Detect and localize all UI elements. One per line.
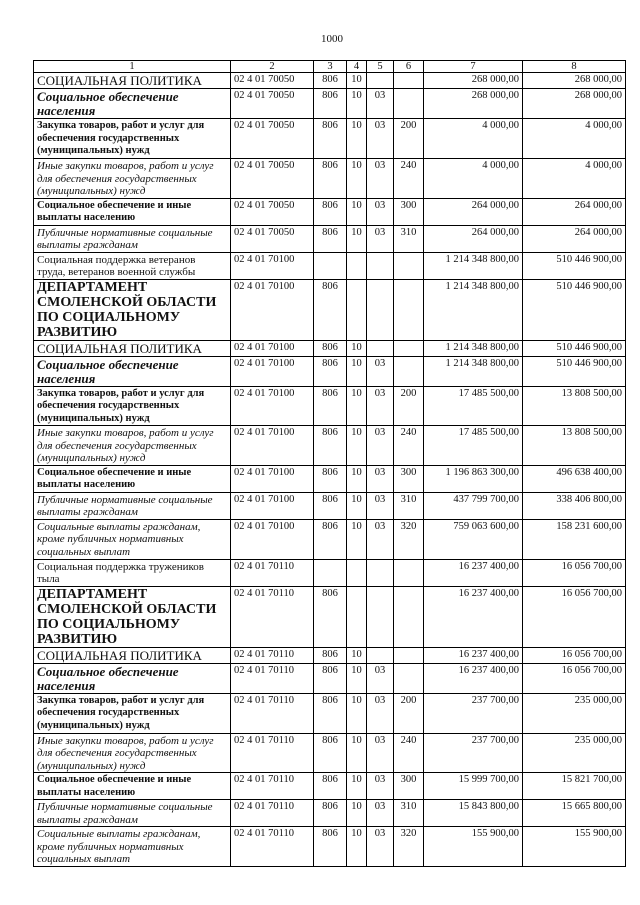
cell-target-code: 02 4 01 70050	[231, 119, 314, 159]
cell-amount-col7: 16 237 400,00	[424, 559, 523, 586]
cell-target-code: 02 4 01 70050	[231, 159, 314, 199]
cell-name: Социальная поддержка тружеников тыла	[34, 559, 231, 586]
cell-subsection	[367, 340, 394, 356]
header-col-7: 7	[424, 61, 523, 73]
cell-name: Иные закупки товаров, работ и услуг для обеспечения государственных (муниципальных) нужд	[34, 426, 231, 466]
cell-section: 10	[347, 119, 367, 159]
header-col-1: 1	[34, 61, 231, 73]
cell-name: ДЕПАРТАМЕНТ СМОЛЕНСКОЙ ОБЛАСТИ ПО СОЦИАЛЬНОМУ РАЗВИТИЮ	[34, 586, 231, 647]
cell-target-code: 02 4 01 70050	[231, 198, 314, 225]
cell-subsection: 03	[367, 733, 394, 773]
cell-section	[347, 279, 367, 340]
cell-admin-code: 806	[314, 519, 347, 559]
cell-name: Социальная поддержка ветеранов труда, ветеранов военной службы	[34, 252, 231, 279]
cell-target-code: 02 4 01 70100	[231, 465, 314, 492]
cell-amount-col8: 16 056 700,00	[523, 663, 626, 693]
cell-amount-col8: 510 446 900,00	[523, 279, 626, 340]
cell-expense-type: 320	[394, 827, 424, 867]
cell-amount-col7: 4 000,00	[424, 159, 523, 199]
cell-expense-type: 310	[394, 225, 424, 252]
cell-section: 10	[347, 356, 367, 386]
cell-amount-col7: 268 000,00	[424, 73, 523, 89]
cell-amount-col8: 158 231 600,00	[523, 519, 626, 559]
cell-section: 10	[347, 159, 367, 199]
table-row	[34, 356, 626, 386]
cell-amount-col7: 17 485 500,00	[424, 426, 523, 466]
cell-amount-col7: 264 000,00	[424, 225, 523, 252]
cell-amount-col8: 4 000,00	[523, 159, 626, 199]
cell-section: 10	[347, 773, 367, 800]
cell-amount-col8: 155 900,00	[523, 827, 626, 867]
cell-amount-col8: 496 638 400,00	[523, 465, 626, 492]
cell-subsection: 03	[367, 663, 394, 693]
cell-name: Публичные нормативные социальные выплаты гражданам	[34, 225, 231, 252]
cell-amount-col7: 237 700,00	[424, 733, 523, 773]
cell-amount-col7: 1 214 348 800,00	[424, 252, 523, 279]
cell-amount-col7: 237 700,00	[424, 693, 523, 733]
cell-subsection: 03	[367, 356, 394, 386]
cell-expense-type: 310	[394, 492, 424, 519]
cell-subsection: 03	[367, 159, 394, 199]
cell-admin-code: 806	[314, 800, 347, 827]
cell-name: Иные закупки товаров, работ и услуг для обеспечения государственных (муниципальных) нужд	[34, 733, 231, 773]
cell-name: Закупка товаров, работ и услуг для обеспечения государственных (муниципальных) нужд	[34, 693, 231, 733]
cell-admin-code: 806	[314, 198, 347, 225]
cell-name: ДЕПАРТАМЕНТ СМОЛЕНСКОЙ ОБЛАСТИ ПО СОЦИАЛЬНОМУ РАЗВИТИЮ	[34, 279, 231, 340]
cell-name: СОЦИАЛЬНАЯ ПОЛИТИКА	[34, 647, 231, 663]
cell-subsection: 03	[367, 426, 394, 466]
cell-amount-col8: 13 808 500,00	[523, 426, 626, 466]
cell-name: Социальное обеспечение и иные выплаты населению	[34, 198, 231, 225]
table-row	[34, 340, 626, 356]
cell-section: 10	[347, 492, 367, 519]
cell-subsection: 03	[367, 693, 394, 733]
cell-expense-type	[394, 559, 424, 586]
table-row	[34, 198, 626, 225]
cell-amount-col8: 510 446 900,00	[523, 252, 626, 279]
cell-section: 10	[347, 198, 367, 225]
cell-admin-code: 806	[314, 89, 347, 119]
cell-name: Публичные нормативные социальные выплаты гражданам	[34, 492, 231, 519]
table-row	[34, 465, 626, 492]
header-col-6: 6	[394, 61, 424, 73]
table-row	[34, 663, 626, 693]
cell-name: Социальное обеспечение населения	[34, 89, 231, 119]
table-row	[34, 252, 626, 279]
cell-expense-type	[394, 89, 424, 119]
cell-name: Социальное обеспечение населения	[34, 356, 231, 386]
cell-admin-code: 806	[314, 426, 347, 466]
cell-amount-col7: 16 237 400,00	[424, 586, 523, 647]
table-row	[34, 559, 626, 586]
cell-name: Социальные выплаты гражданам, кроме публичных нормативных социальных выплат	[34, 827, 231, 867]
cell-admin-code: 806	[314, 663, 347, 693]
cell-amount-col7: 268 000,00	[424, 89, 523, 119]
cell-target-code: 02 4 01 70100	[231, 492, 314, 519]
cell-subsection: 03	[367, 827, 394, 867]
cell-section: 10	[347, 663, 367, 693]
table-row	[34, 647, 626, 663]
cell-section: 10	[347, 89, 367, 119]
cell-admin-code: 806	[314, 465, 347, 492]
cell-expense-type: 300	[394, 773, 424, 800]
cell-amount-col8: 16 056 700,00	[523, 559, 626, 586]
cell-subsection	[367, 252, 394, 279]
cell-target-code: 02 4 01 70100	[231, 426, 314, 466]
cell-subsection: 03	[367, 800, 394, 827]
cell-amount-col7: 16 237 400,00	[424, 647, 523, 663]
table-row	[34, 386, 626, 426]
cell-amount-col8: 338 406 800,00	[523, 492, 626, 519]
table-row	[34, 492, 626, 519]
cell-admin-code: 806	[314, 279, 347, 340]
cell-target-code: 02 4 01 70050	[231, 73, 314, 89]
cell-target-code: 02 4 01 70100	[231, 340, 314, 356]
table-row	[34, 73, 626, 89]
cell-amount-col8: 16 056 700,00	[523, 647, 626, 663]
cell-target-code: 02 4 01 70110	[231, 693, 314, 733]
cell-amount-col8: 264 000,00	[523, 225, 626, 252]
cell-subsection	[367, 73, 394, 89]
cell-section: 10	[347, 386, 367, 426]
cell-section: 10	[347, 73, 367, 89]
cell-target-code: 02 4 01 70100	[231, 386, 314, 426]
cell-amount-col8: 235 000,00	[523, 733, 626, 773]
cell-target-code: 02 4 01 70100	[231, 252, 314, 279]
table-row	[34, 519, 626, 559]
table-row	[34, 586, 626, 647]
cell-subsection	[367, 559, 394, 586]
cell-section: 10	[347, 647, 367, 663]
cell-subsection	[367, 279, 394, 340]
cell-section: 10	[347, 519, 367, 559]
cell-expense-type: 200	[394, 119, 424, 159]
cell-subsection: 03	[367, 519, 394, 559]
cell-expense-type: 240	[394, 426, 424, 466]
cell-amount-col7: 1 196 863 300,00	[424, 465, 523, 492]
cell-expense-type: 310	[394, 800, 424, 827]
table-row	[34, 733, 626, 773]
table-row	[34, 426, 626, 466]
cell-amount-col7: 264 000,00	[424, 198, 523, 225]
cell-amount-col8: 4 000,00	[523, 119, 626, 159]
cell-section	[347, 252, 367, 279]
cell-admin-code: 806	[314, 119, 347, 159]
cell-expense-type: 300	[394, 198, 424, 225]
cell-amount-col8: 235 000,00	[523, 693, 626, 733]
cell-target-code: 02 4 01 70110	[231, 733, 314, 773]
cell-section: 10	[347, 733, 367, 773]
cell-target-code: 02 4 01 70100	[231, 519, 314, 559]
table-row	[34, 827, 626, 867]
cell-amount-col8: 264 000,00	[523, 198, 626, 225]
cell-expense-type	[394, 356, 424, 386]
cell-amount-col7: 1 214 348 800,00	[424, 279, 523, 340]
cell-amount-col7: 1 214 348 800,00	[424, 340, 523, 356]
budget-table	[33, 60, 626, 867]
cell-target-code: 02 4 01 70110	[231, 559, 314, 586]
cell-subsection: 03	[367, 198, 394, 225]
cell-admin-code: 806	[314, 340, 347, 356]
cell-target-code: 02 4 01 70110	[231, 773, 314, 800]
cell-name: СОЦИАЛЬНАЯ ПОЛИТИКА	[34, 340, 231, 356]
cell-expense-type: 320	[394, 519, 424, 559]
header-col-5: 5	[367, 61, 394, 73]
cell-admin-code: 806	[314, 386, 347, 426]
cell-section: 10	[347, 800, 367, 827]
cell-amount-col8: 16 056 700,00	[523, 586, 626, 647]
cell-expense-type	[394, 73, 424, 89]
cell-subsection: 03	[367, 225, 394, 252]
cell-expense-type: 200	[394, 693, 424, 733]
cell-admin-code: 806	[314, 73, 347, 89]
cell-target-code: 02 4 01 70110	[231, 800, 314, 827]
cell-name: СОЦИАЛЬНАЯ ПОЛИТИКА	[34, 73, 231, 89]
cell-name: Иные закупки товаров, работ и услуг для обеспечения государственных (муниципальных) нужд	[34, 159, 231, 199]
cell-subsection: 03	[367, 773, 394, 800]
cell-section: 10	[347, 225, 367, 252]
cell-expense-type	[394, 279, 424, 340]
cell-section: 10	[347, 827, 367, 867]
cell-target-code: 02 4 01 70050	[231, 89, 314, 119]
cell-amount-col8: 510 446 900,00	[523, 356, 626, 386]
cell-admin-code: 806	[314, 827, 347, 867]
cell-target-code: 02 4 01 70100	[231, 279, 314, 340]
cell-amount-col7: 15 843 800,00	[424, 800, 523, 827]
table-row	[34, 89, 626, 119]
table-row	[34, 225, 626, 252]
cell-section: 10	[347, 693, 367, 733]
cell-expense-type	[394, 663, 424, 693]
cell-amount-col8: 268 000,00	[523, 89, 626, 119]
cell-subsection: 03	[367, 386, 394, 426]
cell-admin-code	[314, 252, 347, 279]
cell-subsection: 03	[367, 119, 394, 159]
cell-amount-col7: 759 063 600,00	[424, 519, 523, 559]
cell-target-code: 02 4 01 70110	[231, 586, 314, 647]
cell-admin-code: 806	[314, 733, 347, 773]
cell-section: 10	[347, 465, 367, 492]
cell-expense-type: 240	[394, 733, 424, 773]
table-row	[34, 119, 626, 159]
cell-admin-code: 806	[314, 159, 347, 199]
header-col-2: 2	[231, 61, 314, 73]
cell-admin-code	[314, 559, 347, 586]
cell-subsection: 03	[367, 492, 394, 519]
cell-amount-col7: 155 900,00	[424, 827, 523, 867]
cell-name: Социальное обеспечение населения	[34, 663, 231, 693]
cell-admin-code: 806	[314, 356, 347, 386]
header-col-3: 3	[314, 61, 347, 73]
cell-section	[347, 586, 367, 647]
header-col-8: 8	[523, 61, 626, 73]
cell-name: Публичные нормативные социальные выплаты гражданам	[34, 800, 231, 827]
cell-admin-code: 806	[314, 693, 347, 733]
cell-section: 10	[347, 340, 367, 356]
cell-admin-code: 806	[314, 586, 347, 647]
cell-admin-code: 806	[314, 773, 347, 800]
cell-expense-type	[394, 647, 424, 663]
cell-subsection: 03	[367, 89, 394, 119]
cell-target-code: 02 4 01 70050	[231, 225, 314, 252]
cell-amount-col8: 268 000,00	[523, 73, 626, 89]
cell-name: Закупка товаров, работ и услуг для обеспечения государственных (муниципальных) нужд	[34, 119, 231, 159]
cell-amount-col7: 16 237 400,00	[424, 663, 523, 693]
cell-expense-type	[394, 252, 424, 279]
header-col-4: 4	[347, 61, 367, 73]
cell-target-code: 02 4 01 70110	[231, 647, 314, 663]
cell-amount-col7: 17 485 500,00	[424, 386, 523, 426]
cell-amount-col8: 510 446 900,00	[523, 340, 626, 356]
cell-amount-col7: 437 799 700,00	[424, 492, 523, 519]
table-row	[34, 773, 626, 800]
cell-name: Социальное обеспечение и иные выплаты населению	[34, 773, 231, 800]
cell-admin-code: 806	[314, 225, 347, 252]
cell-subsection	[367, 586, 394, 647]
cell-name: Закупка товаров, работ и услуг для обеспечения государственных (муниципальных) нужд	[34, 386, 231, 426]
cell-target-code: 02 4 01 70110	[231, 663, 314, 693]
cell-subsection: 03	[367, 465, 394, 492]
cell-expense-type: 240	[394, 159, 424, 199]
cell-name: Социальные выплаты гражданам, кроме публичных нормативных социальных выплат	[34, 519, 231, 559]
cell-section: 10	[347, 426, 367, 466]
cell-amount-col7: 4 000,00	[424, 119, 523, 159]
cell-expense-type	[394, 586, 424, 647]
table-row	[34, 693, 626, 733]
cell-section	[347, 559, 367, 586]
cell-expense-type: 200	[394, 386, 424, 426]
cell-amount-col8: 13 808 500,00	[523, 386, 626, 426]
cell-admin-code: 806	[314, 492, 347, 519]
cell-target-code: 02 4 01 70100	[231, 356, 314, 386]
cell-subsection	[367, 647, 394, 663]
cell-expense-type: 300	[394, 465, 424, 492]
table-header-row	[34, 61, 626, 73]
cell-amount-col8: 15 821 700,00	[523, 773, 626, 800]
table-row	[34, 800, 626, 827]
cell-target-code: 02 4 01 70110	[231, 827, 314, 867]
cell-amount-col7: 15 999 700,00	[424, 773, 523, 800]
cell-admin-code: 806	[314, 647, 347, 663]
cell-amount-col8: 15 665 800,00	[523, 800, 626, 827]
cell-expense-type	[394, 340, 424, 356]
table-row	[34, 159, 626, 199]
table-row	[34, 279, 626, 340]
cell-name: Социальное обеспечение и иные выплаты населению	[34, 465, 231, 492]
page-number: 1000	[321, 33, 343, 45]
cell-amount-col7: 1 214 348 800,00	[424, 356, 523, 386]
